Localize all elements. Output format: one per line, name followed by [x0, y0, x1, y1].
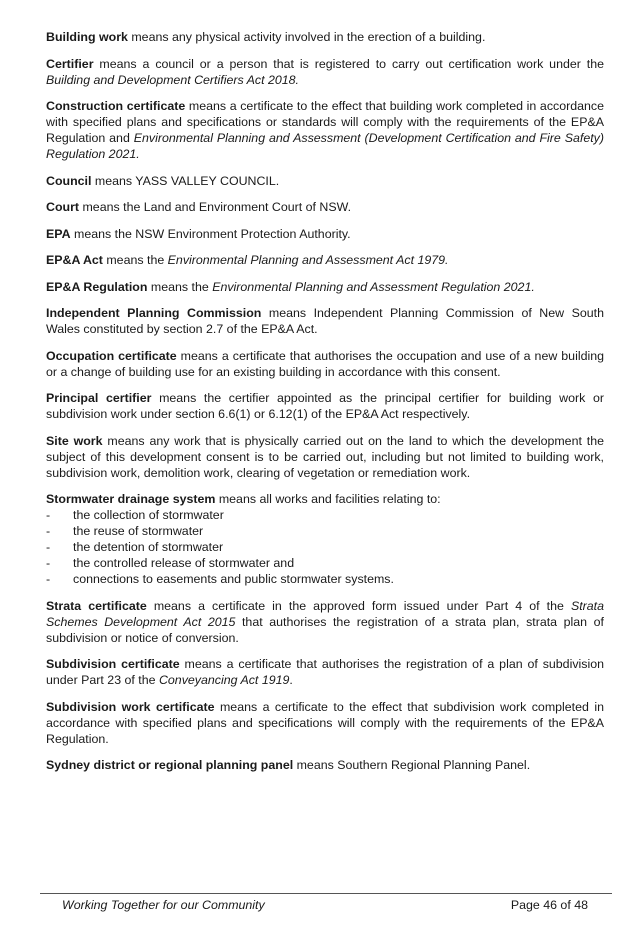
definition-text: means YASS VALLEY COUNCIL. — [91, 173, 280, 188]
definition-paragraph — [46, 98, 604, 162]
list-marker: - — [46, 556, 51, 570]
definition-term: Building work — [46, 30, 128, 44]
definition-paragraph — [46, 348, 604, 380]
definition-text: means the Land and Environment Court of NSW. — [79, 200, 352, 214]
definition-citation: Environmental Planning and Assessment Regulation 2021. — [212, 279, 535, 294]
definition-citation: Environmental Planning and Assessment (Development Certification and Fire Safety) Regulation 2021. — [46, 131, 604, 161]
definition-term: Certifier — [46, 56, 94, 71]
definition-term: EP&A Regulation — [46, 279, 148, 294]
list-item — [46, 555, 604, 571]
list-marker: - — [46, 508, 51, 522]
definition-paragraph — [46, 491, 604, 587]
definition-term: Construction certificate — [46, 99, 186, 113]
definition-term: Sydney district or regional planning panel — [46, 758, 294, 772]
footer-divider — [40, 893, 612, 894]
definition-text: means a certificate that authorises the occupation and use of a new building or a change of building use for an existing building in accordance with this consent. — [46, 348, 604, 379]
definition-term: Subdivision work certificate — [46, 699, 215, 714]
definition-citation: Strata Schemes Development Act 2015 — [46, 598, 604, 629]
definition-term: Independent Planning Commission — [46, 306, 262, 320]
definition-text: means the — [147, 279, 213, 294]
definition-text: means any work that is physically carried out on the land to which the development the subject of this development consent is to be carried out, including but not limited to building work, subdivision work, demolition work, clearing of vegetation or remediation work. — [46, 433, 604, 480]
definition-term: Council — [46, 173, 92, 188]
list-item — [46, 539, 604, 555]
footer-slogan: Working Together for our Community — [62, 898, 265, 912]
definition-text: means Southern Regional Planning Panel. — [293, 758, 531, 772]
definition-text: means a certificate to the effect that building work completed in accordance with specified plans and specifications or standards will comply with the requirements of the EP&A Regulation and — [46, 99, 604, 145]
definition-citation: Building and Development Certifiers Act 2018. — [46, 72, 299, 87]
definition-term: Court — [46, 200, 80, 214]
definition-text: means a certificate in the approved form issued under Part 4 of the — [146, 598, 571, 613]
definition-citation: Conveyancing Act 1919 — [158, 673, 290, 687]
definition-paragraph — [46, 279, 604, 295]
definition-term: Strata certificate — [46, 598, 147, 613]
definition-paragraph — [46, 56, 604, 88]
definition-paragraph — [46, 390, 604, 422]
definition-term: Subdivision certificate — [46, 657, 180, 671]
definition-term: Site work — [46, 433, 103, 448]
definition-paragraph — [46, 656, 604, 688]
definition-term: Stormwater drainage system — [46, 492, 216, 506]
definition-term: EPA — [46, 226, 71, 241]
definitions-list — [46, 29, 604, 784]
list-marker: - — [46, 572, 51, 586]
definition-text: means the NSW Environment Protection Authority. — [70, 226, 351, 241]
definition-term: EP&A Act — [46, 253, 103, 267]
definition-citation: Environmental Planning and Assessment Act 1979. — [167, 253, 449, 267]
list-item-text: the detention of stormwater — [73, 540, 224, 554]
definition-text: means a certificate that authorises the registration of a plan of subdivision under Part 23 of the — [46, 657, 605, 687]
list-item-text: connections to easements and public stormwater systems. — [73, 572, 394, 586]
definition-paragraph — [46, 252, 604, 268]
definition-text: means a council or a person that is registered to carry out certification work under the — [93, 56, 604, 71]
list-item-text: the controlled release of stormwater and — [73, 556, 295, 570]
definition-paragraph — [46, 29, 604, 45]
list-item — [46, 507, 604, 523]
list-item-text: the collection of stormwater — [73, 508, 224, 522]
definition-sublist — [46, 507, 604, 587]
definition-paragraph — [46, 598, 604, 646]
definition-paragraph — [46, 433, 604, 481]
definition-text: means a certificate to the effect that subdivision work completed in accordance with specified plans and specifications will comply with the requirements of the EP&A Regulation. — [46, 699, 604, 746]
definition-paragraph — [46, 199, 604, 215]
list-item — [46, 571, 604, 587]
definition-paragraph — [46, 757, 604, 773]
definition-paragraph — [46, 305, 604, 337]
definition-paragraph — [46, 173, 604, 189]
list-item-text: the reuse of stormwater — [73, 524, 204, 538]
definition-term: Occupation certificate — [46, 348, 177, 363]
definition-term: Principal certifier — [46, 391, 152, 405]
definition-paragraph — [46, 699, 604, 747]
list-marker: - — [46, 540, 51, 554]
definition-text: that authorises the registration of a strata plan, strata plan of subdivision or notice of conversion. — [46, 614, 604, 645]
definition-text: . — [289, 673, 293, 687]
definition-text: means any physical activity involved in the erection of a building. — [127, 30, 486, 44]
list-marker: - — [46, 524, 51, 538]
page-number: Page 46 of 48 — [510, 898, 588, 912]
definition-paragraph — [46, 226, 604, 242]
definition-text: means all works and facilities relating to: — [215, 492, 441, 506]
definition-text: means the — [102, 253, 168, 267]
list-item — [46, 523, 604, 539]
definition-text: means the certifier appointed as the principal certifier for building work or subdivision work under section 6.6(1) or 6.12(1) of the EP&A Act respectively. — [46, 391, 604, 421]
definition-text: means Independent Planning Commission of New South Wales constituted by section 2.7 of the EP&A Act. — [46, 306, 604, 336]
